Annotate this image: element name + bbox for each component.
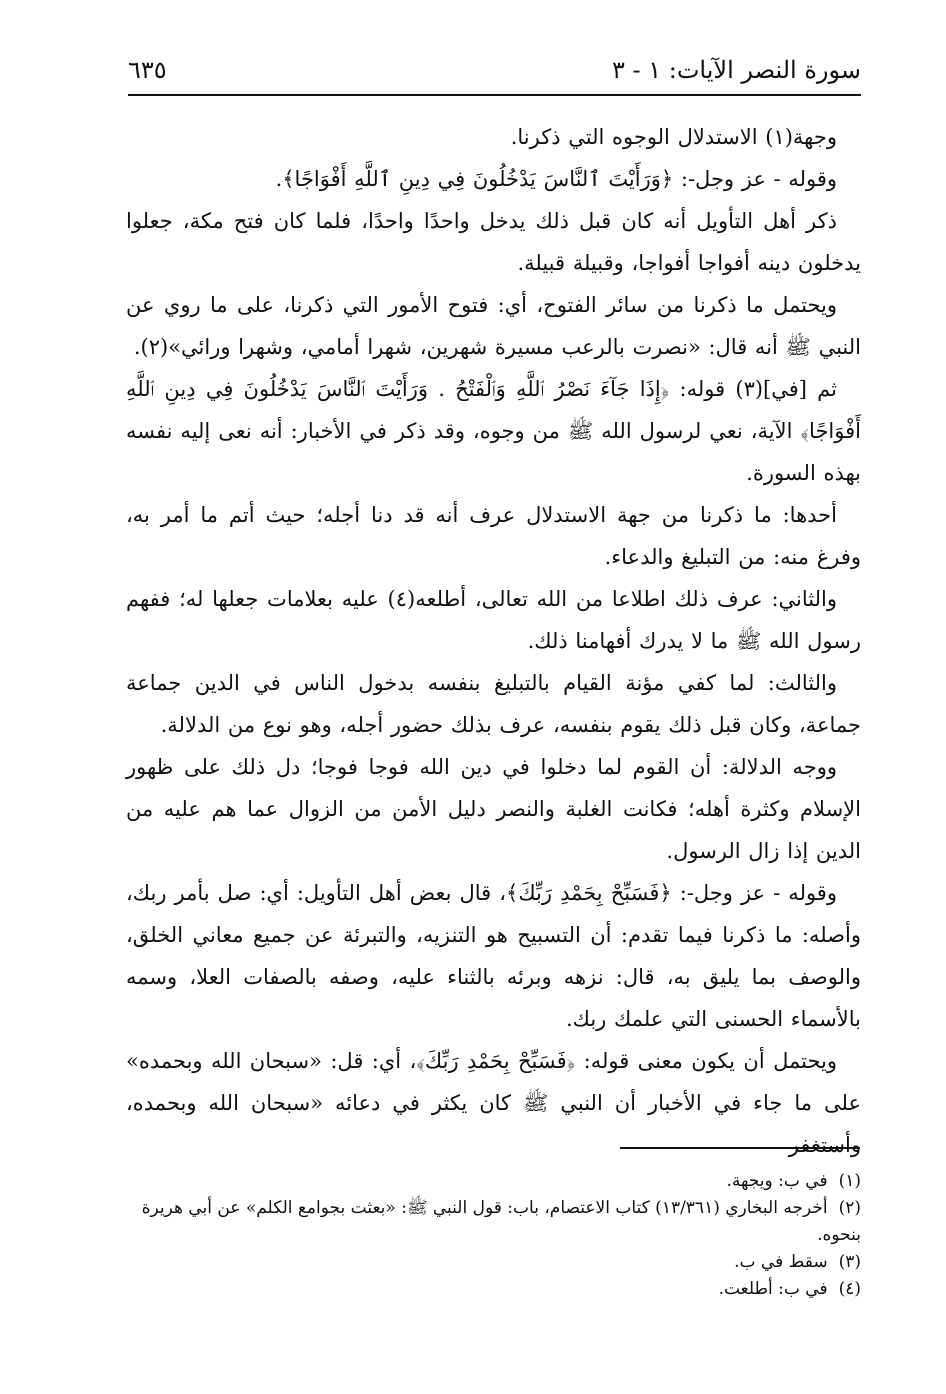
paragraph: ويحتمل أن يكون معنى قوله: ﴿فَسَبِّحْ بِحَمْدِ رَبِّكَ﴾، أي: قل: «سبحان الله وبحمده» على ما جاء في الأخبار أن النبي ﷺ كان يكثر في دعائه «سبحان الله وبحمده، وأستغفر xyxy=(126,1049,861,1157)
footnote-text: في ب: أطلعت. xyxy=(718,1279,828,1299)
paragraph: وقوله - عز وجل-: ﴿وَرَأَيْتَ ٱلنَّاسَ يَدْخُلُونَ فِي دِينِ ٱللَّهِ أَفْوَاجًا﴾. xyxy=(275,167,837,191)
chapter-title: سورة النصر الآيات: ١ - ٣ xyxy=(611,56,861,84)
header-divider xyxy=(128,94,861,96)
footnote-text: أخرجه البخاري (١٣/٣٦١) كتاب الاعتصام، باب: قول النبي ﷺ: «بعثت بجوامع الكلم» عن أبي هريرة بنحوه. xyxy=(141,1198,861,1245)
footnote-number: (٣) xyxy=(838,1252,861,1272)
footnote-number: (١) xyxy=(838,1171,861,1191)
paragraph: ووجه الدلالة: أن القوم لما دخلوا في دين الله فوجا فوجا؛ دل ذلك على ظهور الإسلام وكثرة أهله؛ فكانت الغلبة والنصر دليل الأمن من الزوال عما هم عليه من الدين إذا زال الرسول. xyxy=(126,755,861,863)
paragraph: وقوله - عز وجل-: ﴿فَسَبِّحْ بِحَمْدِ رَبِّكَ﴾، قال بعض أهل التأويل: أي: صل بأمر ربك، وأصله: ما ذكرنا فيما تقدم: أن التسبيح هو التنزيه، والتبرئة عن جميع معاني الخلق، والوصف بما يليق به، قال: نزهه وبرئه بالثناء عليه، وصفه بالصفات العلا، وسمه بالأسماء الحسنى التي علمك ربك. xyxy=(126,881,861,1031)
main-text xyxy=(126,116,861,1166)
footnote-number: (٢) xyxy=(838,1198,861,1218)
paragraph: ذكر أهل التأويل أنه كان قبل ذلك يدخل واحدًا واحدًا، فلما كان فتح مكة، جعلوا يدخلون دينه أفواجا أفواجا، وقبيلة قبيلة. xyxy=(126,209,861,275)
running-header xyxy=(128,46,861,94)
footnote xyxy=(126,1168,861,1195)
paragraph: والثاني: عرف ذلك اطلاعا من الله تعالى، أطلعه(٤) عليه بعلامات جعلها له؛ ففهم رسول الله ﷺ ما لا يدرك أفهامنا ذلك. xyxy=(126,587,861,653)
footnote-text: في ب: ويجهة. xyxy=(726,1171,828,1191)
footnote-number: (٤) xyxy=(838,1279,861,1299)
footnotes xyxy=(126,1168,861,1303)
paragraph: ويحتمل ما ذكرنا من سائر الفتوح، أي: فتوح الأمور التي ذكرنا، على ما روي عن النبي ﷺ أنه قال: «نصرت بالرعب مسيرة شهرين، شهرا أمامي، وشهرا ورائي»(٢). xyxy=(126,293,861,359)
footnote xyxy=(126,1249,861,1276)
page-number: ٦٣٥ xyxy=(128,56,167,84)
paragraph: والثالث: لما كفي مؤنة القيام بالتبليغ بنفسه بدخول الناس في الدين جماعة جماعة، وكان قبل ذلك يقوم بنفسه، عرف بذلك حضور أجله، وهو نوع من الدلالة. xyxy=(126,671,861,737)
footnote-text: سقط في ب. xyxy=(734,1252,828,1272)
paragraph: وجهة(١) الاستدلال الوجوه التي ذكرنا. xyxy=(510,125,837,149)
footnote-divider xyxy=(620,1147,860,1149)
paragraph: أحدها: ما ذكرنا من جهة الاستدلال عرف أنه قد دنا أجله؛ حيث أتم ما أمر به، وفرغ منه: من التبليغ والدعاء. xyxy=(126,503,861,569)
paragraph: ثم [في](٣) قوله: ﴿إِذَا جَآءَ نَصْرُ ٱللَّهِ وَٱلْفَتْحُ . وَرَأَيْتَ ٱلنَّاسَ يَدْخُلُونَ فِي دِينِ ٱللَّهِ أَفْوَاجًا﴾ الآية، نعي لرسول الله ﷺ من وجوه، وقد ذكر في الأخبار: أنه نعى إليه نفسه بهذه السورة. xyxy=(126,377,861,485)
footnote xyxy=(126,1276,861,1303)
footnote xyxy=(126,1195,861,1249)
